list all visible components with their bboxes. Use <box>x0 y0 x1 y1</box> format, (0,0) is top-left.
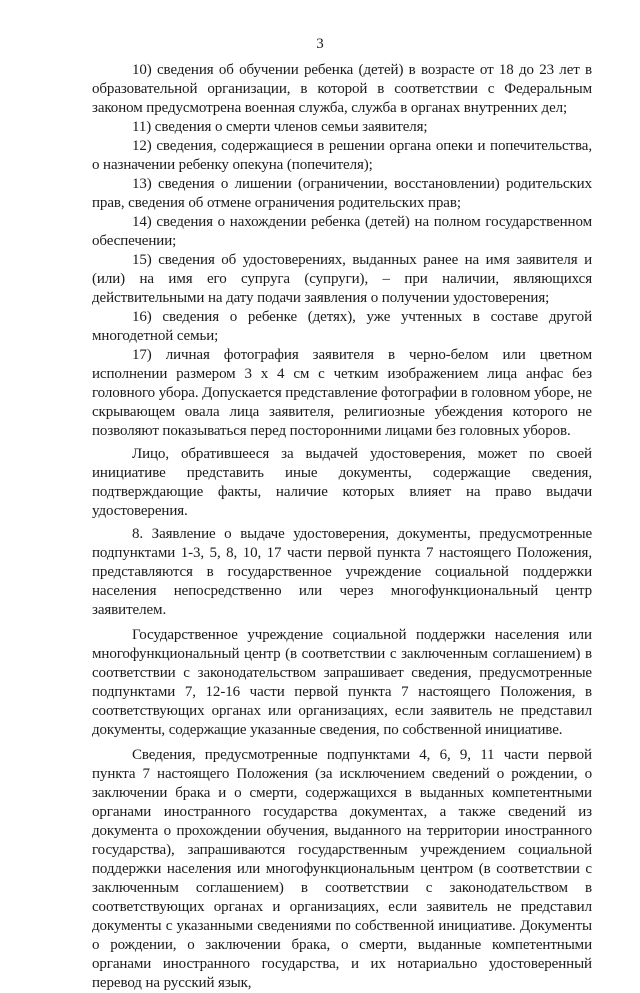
paragraph-item-16: 16) сведения о ребенке (детях), уже учтенных в составе другой многодетной семьи; <box>92 309 592 344</box>
body-text <box>92 61 592 993</box>
paragraph-foreign-documents: Сведения, предусмотренные подпунктами 4, 6, 9, 11 части первой пункта 7 настоящего Положения (за исключением сведений о рождении, о заключении брака и о смерти, содержащихся в выданных компетентными органами иностранного государства документах, а также сведений из документа о прохождении обучения, выданного на территории иностранного государства), запрашиваются государственным учреждением социальной поддержки населения или многофункциональным центром (в соответствии с заключенным соглашением) в соответствии с законодательством в соответствующих органах и организациях, если заявитель не представил документы с указанными сведениями по собственной инициативе. Документы о рождении, о заключении брака, о смерти, выданные компетентными органами иностранного государства, и их нотариально удостоверенный перевод на русский язык, <box>92 747 592 991</box>
paragraph-item-13: 13) сведения о лишении (ограничении, восстановлении) родительских прав, сведения об отмене ограничения родительских прав; <box>92 176 592 211</box>
paragraph-interagency-request: Государственное учреждение социальной поддержки населения или многофункциональный центр (в соответствии с заключенным соглашением) в соответствии с законодательством запрашивает сведения, предусмотренные подпунктами 7, 12-16 части первой пункта 7 настоящего Положения, в соответствующих органах или организациях, если заявитель не представил документы, содержащие указанные сведения, по собственной инициативе. <box>92 627 592 738</box>
paragraph-item-10: 10) сведения об обучении ребенка (детей) в возрасте от 18 до 23 лет в образовательной организации, в которой в соответствии с Федеральным законом предусмотрена военная служба, служба в органах внутренних дел; <box>92 62 592 116</box>
paragraph-item-15: 15) сведения об удостоверениях, выданных ранее на имя заявителя и (или) на имя его супруга (супруги), – при наличии, являющихся действительными на дату подачи заявления о получении удостоверения; <box>92 252 592 306</box>
page-number: 3 <box>316 36 324 52</box>
paragraph-optional-documents: Лицо, обратившееся за выдачей удостоверения, может по своей инициативе представить иные документы, содержащие сведения, подтверждающие факты, наличие которых влияет на право выдачи удостоверения. <box>92 446 592 519</box>
paragraph-item-17: 17) личная фотография заявителя в черно-белом или цветном исполнении размером 3 х 4 см с четким изображением лица анфас без головного убора. Допускается представление фотографии в головном уборе, не скрывающем овала лица заявителя, религиозные убеждения которого не позволяют показываться перед посторонними лицами без головных уборов. <box>92 347 592 439</box>
paragraph-item-12: 12) сведения, содержащиеся в решении органа опеки и попечительства, о назначении ребенку опекуна (попечителя); <box>92 138 592 173</box>
paragraph-section-8: 8. Заявление о выдаче удостоверения, документы, предусмотренные подпунктами 1-3, 5, 8, 10, 17 части первой пункта 7 настоящего Положения, представляются в государственное учреждение социальной поддержки населения непосредственно или через многофункциональный центр заявителем. <box>92 526 592 618</box>
paragraph-item-11: 11) сведения о смерти членов семьи заявителя; <box>132 119 428 135</box>
paragraph-item-14: 14) сведения о нахождении ребенка (детей) на полном государственном обеспечении; <box>92 214 592 249</box>
